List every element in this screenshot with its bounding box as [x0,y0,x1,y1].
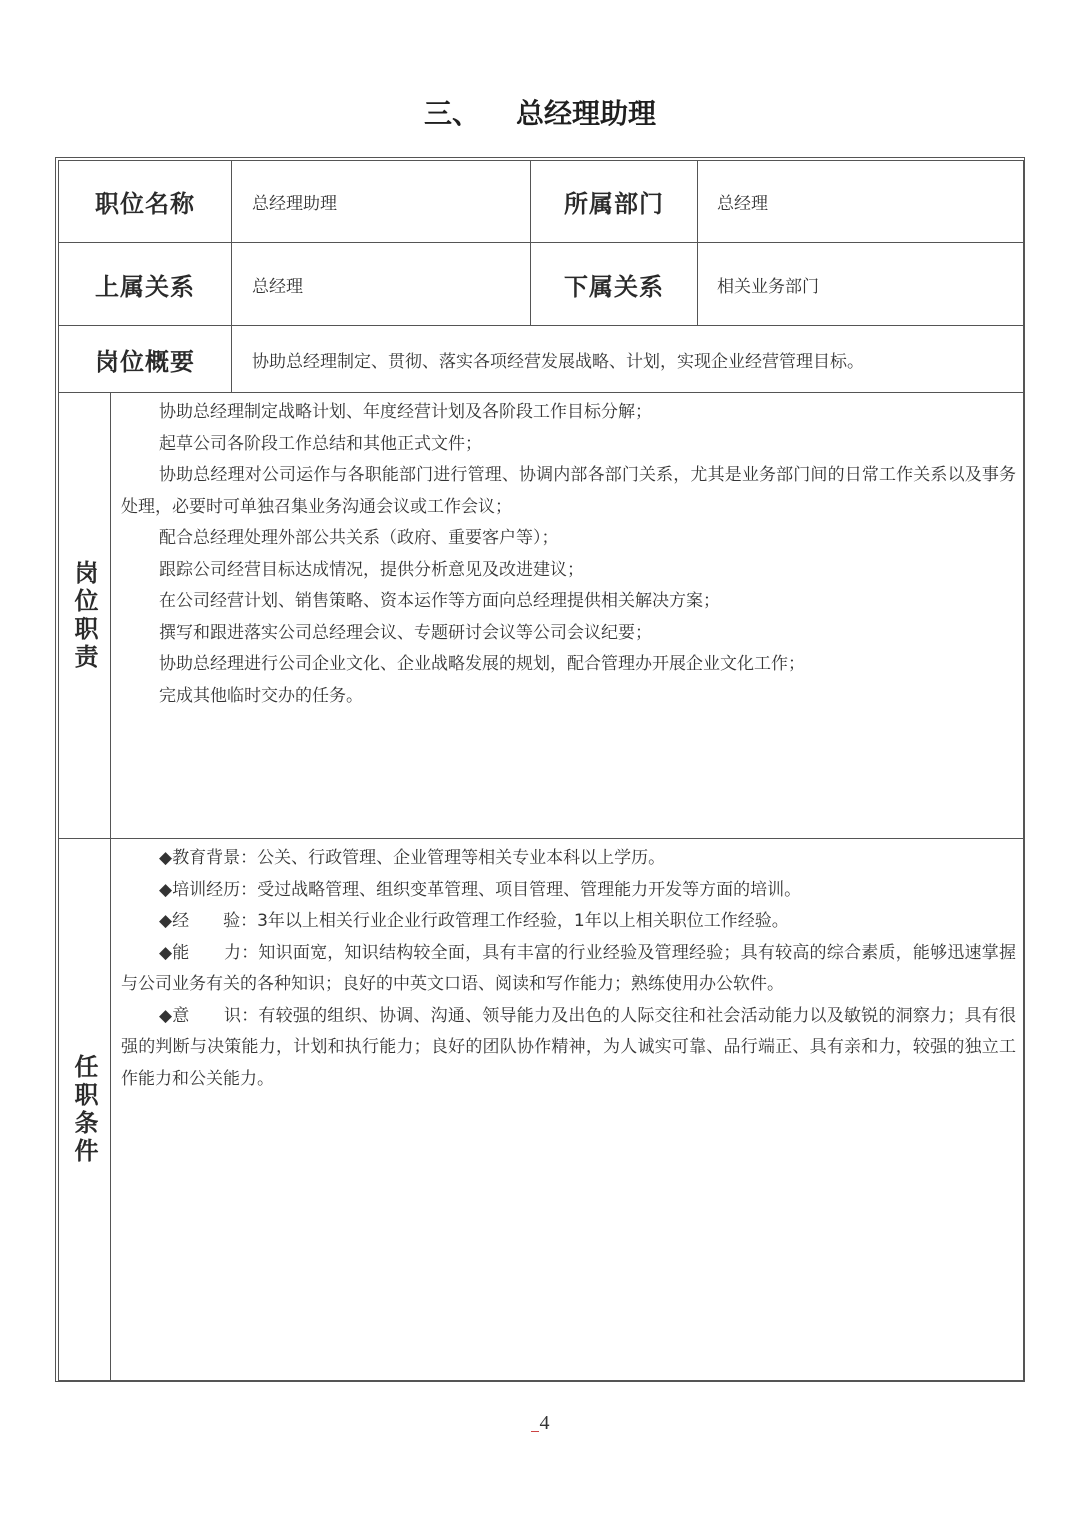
page-mark [531,1431,539,1432]
page-number-text: 4 [539,1412,550,1434]
list-item: 起草公司各阶段工作总结和其他正式文件； [159,433,482,454]
row-divider [58,838,1024,839]
section-number: 三、 [423,97,480,130]
position-name-label: 职位名称 [95,190,195,218]
page-number [0,1412,1080,1435]
page-title [0,92,1080,136]
department-label: 所属部门 [564,190,664,218]
superior-label: 上属关系 [95,272,195,301]
list-item: 撰写和跟进落实公司总经理会议、专题研讨会议等公司会议纪要； [159,622,652,643]
col-divider [231,160,232,393]
col-divider [110,392,111,1381]
list-item: 跟踪公司经营目标达成情况，提供分析意见及改进建议； [159,559,584,580]
requirements-list [121,843,1016,1095]
list-item: ◆教育背景：公关、行政管理、企业管理等相关专业本科以上学历。 [159,848,666,868]
list-item: ◆意 识：有较强的组织、协调、沟通、领导能力及出色的人际交往和社会活动能力以及敏锐的洞察力；具有很强的判断与决策能力，计划和执行能力；良好的团队协作精神，为人诚实可靠、品行端正、具有亲和力，较强的独立工作能力和公关能力。 [121,1005,1016,1089]
overview-label: 岗位概要 [95,347,195,376]
list-item: 在公司经营计划、销售策略、资本运作等方面向总经理提供相关解决方案； [159,591,720,611]
subordinate-value: 相关业务部门 [717,276,819,297]
list-item: 协助总经理对公司运作与各职能部门进行管理、协调内部各部门关系，尤其是业务部门间的日常工作关系以及事务处理，必要时可单独召集业务沟通会议或工作会议； [121,465,1016,517]
list-item: ◆培训经历：受过战略管理、组织变革管理、项目管理、管理能力开发等方面的培训。 [159,879,802,900]
list-item: 配合总经理处理外部公共关系（政府、重要客户等）； [159,528,559,548]
subordinate-label: 下属关系 [564,272,664,301]
department-value: 总经理 [717,194,768,214]
section-title: 总经理助理 [516,97,657,130]
list-item: ◆能 力：知识面宽，知识结构较全面，具有丰富的行业经验及管理经验；具有较高的综合素质，能够迅速掌握与公司业务有关的各种知识；良好的中英文口语、阅读和写作能力；熟练使用办公软件。 [121,942,1016,994]
col-divider [697,160,698,326]
duties-list [121,397,1016,712]
position-name-value: 总经理助理 [252,194,337,214]
superior-value: 总经理 [252,276,303,297]
list-item: 完成其他临时交办的任务。 [159,685,363,706]
row-divider [58,392,1024,393]
list-item: 协助总经理制定战略计划、年度经营计划及各阶段工作目标分解； [159,402,652,422]
list-item: ◆经 验：3年以上相关行业企业行政管理工作经验，1年以上相关职位工作经验。 [159,911,789,931]
duties-label: 岗位职责 [70,559,98,672]
list-item: 协助总经理进行公司企业文化、企业战略发展的规划，配合管理办开展企业文化工作； [159,654,805,674]
requirements-label: 任职条件 [70,1054,98,1166]
overview-value: 协助总经理制定、贯彻、落实各项经营发展战略、计划，实现企业经营管理目标。 [252,351,864,372]
